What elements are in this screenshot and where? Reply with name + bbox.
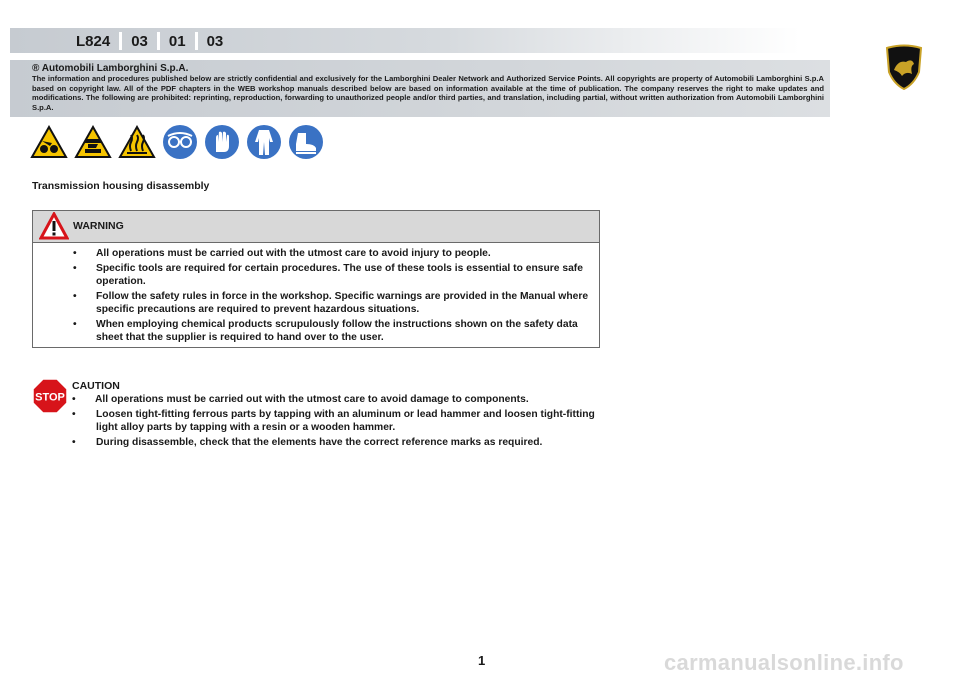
page-number: 1 bbox=[478, 653, 486, 668]
copyright-title: ® Automobili Lamborghini S.p.A. bbox=[32, 63, 189, 74]
document-code bbox=[70, 32, 229, 50]
hot-surface-warning-icon bbox=[118, 125, 156, 159]
lamborghini-shield-logo bbox=[884, 44, 924, 90]
warning-box bbox=[32, 210, 600, 348]
list-item bbox=[33, 318, 599, 344]
code-separator bbox=[157, 32, 160, 50]
model-code: L824 bbox=[76, 32, 111, 50]
list-item bbox=[33, 262, 599, 288]
eye-protection-icon bbox=[162, 124, 198, 160]
code-separator bbox=[195, 32, 198, 50]
safety-footwear-icon bbox=[288, 124, 324, 160]
list-item bbox=[0, 436, 610, 449]
copyright-text: The information and procedures published below are strictly confidential and exclusively for the Lamborghini Dealer Network and Authorized Service Points. All copyrights are property of Automobili Lamborghini S.p.A based on copyright law. All of the PDF chapters in the WEB workshop manuals described below are based on information available at the time of publication. The company reserves the right to make updates and modifications. The following are prohibited: reprinting, reproduction, forwarding to unauthorized people and/or third parties, and translation, including partial, without written authorization from Automobili Lamborghini S.p.A. bbox=[32, 74, 824, 112]
bullet: • bbox=[72, 437, 76, 448]
warning-item-text: When employing chemical products scrupulously follow the instructions shown on the safety data sheet that the supplier is required to hand over to the user. bbox=[96, 319, 578, 343]
warning-list bbox=[33, 247, 599, 346]
stop-sign-text: STOP bbox=[35, 391, 65, 404]
warning-item-text: Specific tools are required for certain procedures. The use of these tools is essential to ensure safe operation. bbox=[96, 263, 583, 287]
warning-label: WARNING bbox=[73, 220, 124, 232]
subgroup-code: 01 bbox=[168, 32, 186, 50]
warning-item-text: All operations must be carried out with the utmost care to avoid injury to people. bbox=[96, 248, 491, 259]
list-item bbox=[0, 408, 610, 434]
list-item bbox=[33, 247, 599, 260]
warning-item-text: Follow the safety rules in force in the workshop. Specific warnings are provided in the Manual where specific precautions are required to prevent hazardous situations. bbox=[96, 291, 589, 315]
crush-hazard-warning-icon bbox=[74, 125, 112, 159]
list-item bbox=[0, 393, 610, 406]
bullet: • bbox=[72, 409, 76, 420]
protective-gloves-icon bbox=[204, 124, 240, 160]
bullet: • bbox=[72, 394, 76, 405]
caution-item-text: Loosen tight-fitting ferrous parts by tapping with an aluminum or lead hammer and loosen tight-fitting light alloy parts by tapping with a resin or a wooden hammer. bbox=[96, 409, 595, 433]
section-code: 03 bbox=[206, 32, 224, 50]
warning-triangle-icon bbox=[39, 212, 69, 240]
bullet: • bbox=[73, 248, 77, 259]
caution-label: CAUTION bbox=[72, 380, 120, 392]
safety-icons-row bbox=[30, 124, 324, 160]
watermark: carmanualsonline.info bbox=[664, 650, 904, 675]
section-title: Transmission housing disassembly bbox=[32, 180, 210, 192]
bullet: • bbox=[73, 291, 77, 302]
code-separator bbox=[119, 32, 122, 50]
caution-item-text: During disassemble, check that the elements have the correct reference marks as required. bbox=[96, 437, 543, 448]
list-item bbox=[33, 290, 599, 316]
bullet: • bbox=[73, 319, 77, 330]
caution-item-text: All operations must be carried out with the utmost care to avoid damage to components. bbox=[95, 394, 529, 405]
warning-header bbox=[33, 211, 599, 243]
bullet: • bbox=[73, 263, 77, 274]
caution-list bbox=[0, 393, 610, 451]
protective-clothing-icon bbox=[246, 124, 282, 160]
hand-entanglement-warning-icon bbox=[30, 125, 68, 159]
group-code: 03 bbox=[131, 32, 148, 50]
